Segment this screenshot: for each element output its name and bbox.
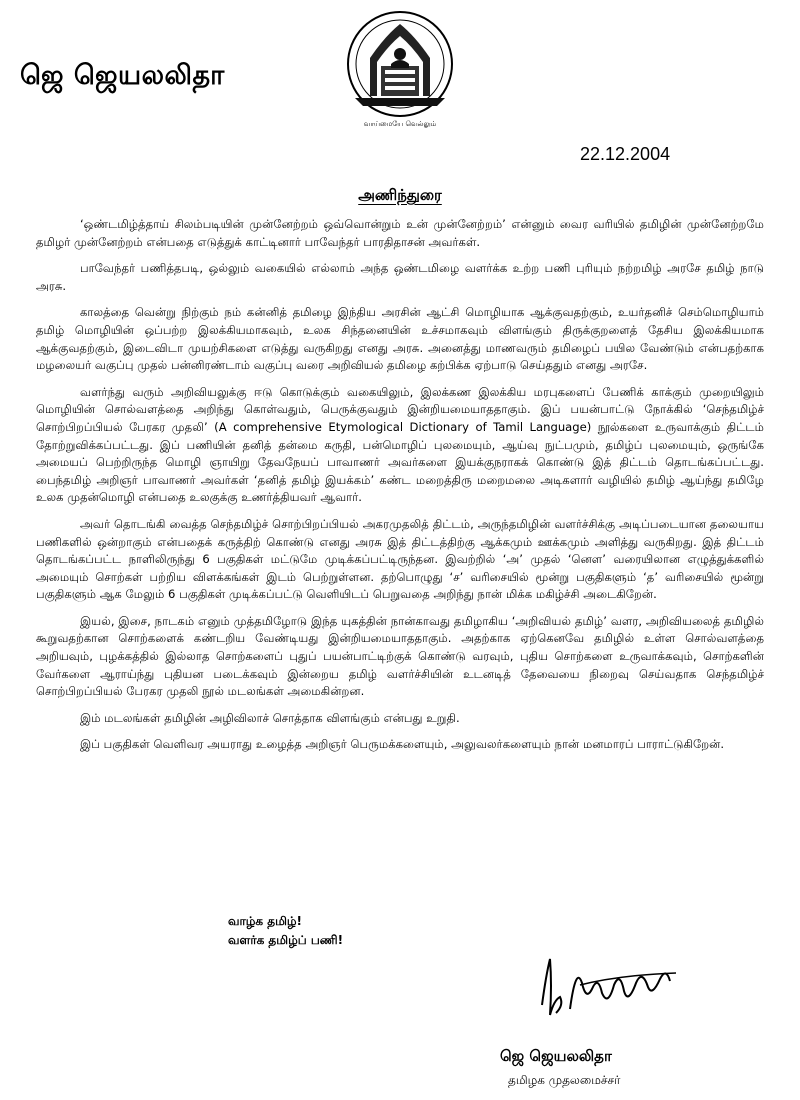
closing-salutation	[228, 912, 343, 950]
author-name-header: ஜெ ஜெயலலிதா	[20, 60, 225, 91]
emblem-seal-icon	[325, 6, 475, 118]
signatory-title: தமிழக முதலமைச்சர்	[508, 1073, 621, 1087]
state-emblem	[325, 6, 475, 134]
letter-date: 22.12.2004	[580, 144, 671, 164]
paragraph-3: காலத்தை வென்று நிற்கும் நம் கன்னித் தமிழை இந்திய அரசின் ஆட்சி மொழியாக ஆக்குவதற்கும், உயர்தனிச் செம்மொழியாம் தமிழ் மொழியின் ஒப்பற்ற இலக்கியமாகவும், உலக சிந்தனையின் உச்சமாகவும் விளங்கும் திருக்குறளைத் தேசிய இலக்கியமாக ஆக்குவதற்கும், இடைவிடா முயற்சிகளை எடுத்து வருகிறது எனது அரசு. அனைத்து மாணவரும் தமிழைப் பயில வேண்டும் என்பதற்காக மழலையர் வகுப்பு முதல் பன்னிரண்டாம் வகுப்பு வரை அறிவியல் தமிழை கற்பிக்க ஏற்பாடு செய்ததும் எனது அரசே.	[36, 305, 764, 373]
closing-line-1: வாழ்க தமிழ்!	[228, 914, 303, 928]
paragraph-7: இம் மடலங்கள் தமிழின் அழிவிலாச் சொத்தாக விளங்கும் என்பது உறுதி.	[80, 710, 460, 725]
heading-text: அணிந்துரை	[358, 186, 442, 204]
letter-body	[36, 216, 764, 763]
paragraph-5: அவர் தொடங்கி வைத்த செந்தமிழ்ச் சொற்பிறப்பியல் அகரமுதலித் திட்டம், அருந்தமிழின் வளர்ச்சிக்கு அடிப்படையான தலையாய பணிகளில் ஒன்றாகும் என்பதைக் கருத்திற் கொண்டு எனது அரசு இத் திட்டத்திற்கு ஆக்கமும் ஊக்கமும் அளித்து வருகிறது. இத் திட்டம் தொடங்கப்பட்ட நாளிலிருந்து 6 பகுதிகள் மட்டுமே முடிக்கப்பட்டிருந்தன. இவற்றில் ‘அ’ முதல் ‘னௌ’ வரையிலான எழுத்துக்களில் அமையும் சொற்கள் பற்றிய விளக்கங்கள் இடம் பெற்றுள்ளன. தற்பொழுது ‘ச’ வரிசையில் மூன்று பகுதிகளும் ‘த’ வரிசையில் மூன்று பகுதிகளும் ஆக மேலும் 6 பகுதிகள் முடிக்கப்பட்டு வெளியிடப் பெறுவதை அறிந்து நான் மிக்க மகிழ்ச்சி அடைகிறேன்.	[36, 516, 764, 602]
handwritten-signature	[520, 945, 690, 1035]
emblem-motto: வாய்மையே வெல்லும்	[363, 120, 437, 128]
paragraph-1: ‘ஒண்டமிழ்த்தாய் சிலம்படியின் முன்னேற்றம் ஒவ்வொன்றும் உன் முன்னேற்றம்’ என்னும் வைர வரியில் தமிழின் முன்னேற்றமே தமிழர் முன்னேற்றம் என்பதை எடுத்துக் காட்டினார் பாவேந்தர் பாரதிதாசன் அவர்கள்.	[36, 217, 764, 249]
document-heading	[0, 186, 800, 206]
paragraph-2: பாவேந்தர் பணித்தபடி, ஒல்லும் வகையில் எல்லாம் அந்த ஒண்டமிழை வளர்க்க உற்ற பணி புரியும் நற்றமிழ் அரசே தமிழ் நாடு அரசு.	[36, 261, 764, 293]
paragraph-8: இப் பகுதிகள் வெளிவர அயராது உழைத்த அறிஞர் பெருமக்களையும், அலுவலர்களையும் நான் மனமாரப் பாராட்டுகிறேன்.	[80, 737, 725, 752]
signatory-name: ஜெ ஜெயலலிதா	[500, 1047, 612, 1065]
closing-line-2: வளர்க தமிழ்ப் பணி!	[228, 933, 344, 947]
paragraph-6: இயல், இசை, நாடகம் எனும் முத்தமிழோடு இந்த யுகத்தின் நான்காவது தமிழாகிய ‘அறிவியல் தமிழ்’ வளர, அறிவியலைத் தமிழில் கூறுவதற்கான சொற்களைக் கண்டறிய வேண்டியது இன்றியமையாததாகும். அதற்காக ஏற்கெனவே தமிழில் உள்ள சொல்வளத்தை அறியவும், புழக்கத்தில் இல்லாத சொற்களைப் புதுப் பயன்பாட்டிற்குக் கொண்டு வரவும், புதிய சொற்களை உருவாக்கவும், சொற்களின் வேர்களை ஆராய்ந்து புதியன படைக்கவும் இன்றைய தமிழ் வளர்ச்சியின் உடனடித் தேவையை நிறைவு செய்வதாக செந்தமிழ்ச் சொற்பிறப்பியல் பேரகர முதலி நூல் மடலங்கள் அமைகின்றன.	[36, 613, 764, 699]
paragraph-4: வளர்ந்து வரும் அறிவியலுக்கு ஈடு கொடுக்கும் வகையிலும், இலக்கண இலக்கிய மரபுகளைப் பேணிக் காக்கும் முறையிலும் மொழியின் சொல்வளத்தை அறிந்து கொள்வதும், பெருக்குவதும் இன்றியமையாததாகும். இப் பயன்பாட்டு நோக்கில் ‘செந்தமிழ்ச் சொற்பிறப்பியல் பேரகர முதலி’ (A comprehensive Etymological Dictionary of Tamil Language) நூல்களை உருவாக்கும் திட்டம் தோற்றுவிக்கப்பட்டது. இப் பணியின் தனித் தன்மை கருதி, பன்மொழிப் புலமையும், ஆய்வு நுட்பமும், தமிழ்ப் புலமையும், ஒருங்கே அமையப் பெற்றிருந்த மொழி ஞாயிறு தேவநேயப் பாவாணர் அவர்களை இயக்குநராகக் கொண்டு இத் திட்டம் தொடங்கப்பட்டது. பைந்தமிழ் அறிஞர் பாவாணர் அவர்கள் ‘தனித் தமிழ் இயக்கம்’ கண்ட மறைத்திரு மறைமலை அடிகளார் வழியில் தமிழ் ஆய்ந்து தமிழே உலக முதன்மொழி என்பதை உலகுக்கு உணர்த்தியவர் ஆவார்.	[36, 384, 764, 505]
